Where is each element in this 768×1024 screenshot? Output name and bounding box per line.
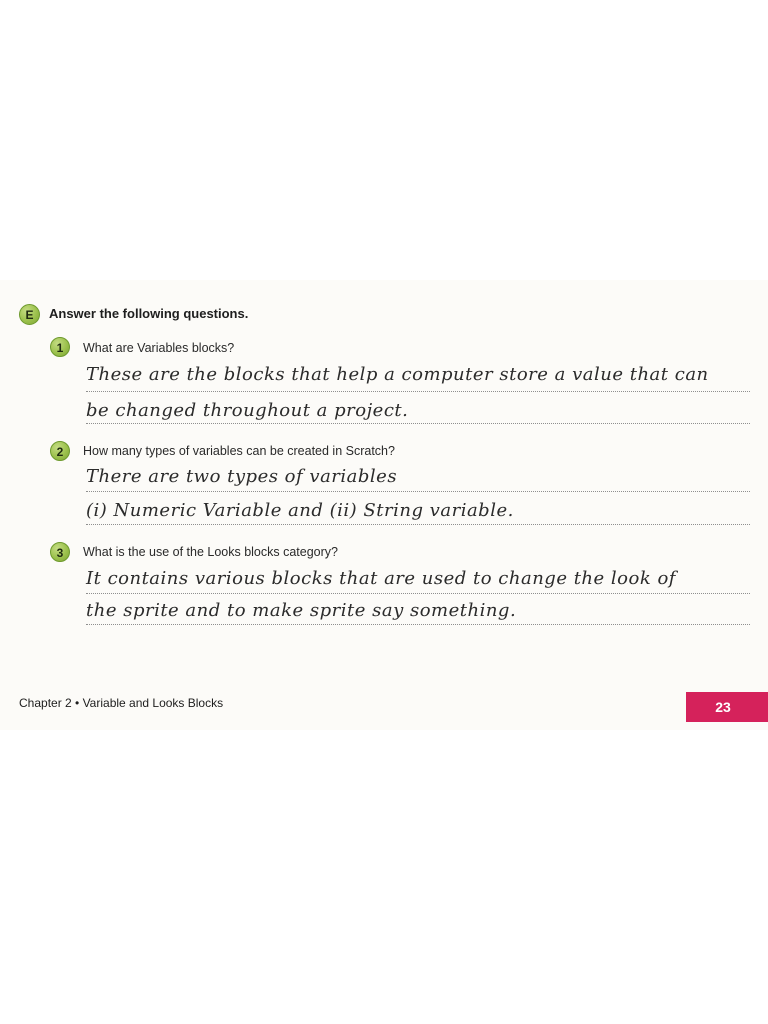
answer-rule [86,491,750,492]
question-number-badge: 2 [50,441,70,461]
handwritten-answer-line: the sprite and to make sprite say something. [86,600,517,621]
handwritten-answer-line: There are two types of variables [86,466,398,487]
answer-rule [86,391,750,392]
section-badge: E [19,304,40,325]
section-title: Answer the following questions. [49,306,249,321]
answer-rule [86,423,750,424]
chapter-footer: Chapter 2 • Variable and Looks Blocks [19,696,224,710]
question-text: How many types of variables can be created in Scratch? [83,444,395,458]
question-number-badge: 1 [50,337,70,357]
answer-rule [86,624,750,625]
handwritten-answer-line: be changed throughout a project. [86,400,409,421]
question-number-badge: 3 [50,542,70,562]
page-number: 23 [686,692,768,722]
answer-rule [86,593,750,594]
handwritten-answer-line: (i) Numeric Variable and (ii) String variable. [86,500,514,521]
handwritten-answer-line: It contains various blocks that are used to change the look of [86,568,676,589]
handwritten-answer-line: These are the blocks that help a computer store a value that can [86,364,709,385]
question-text: What are Variables blocks? [83,341,235,355]
answer-rule [86,524,750,525]
question-text: What is the use of the Looks blocks category? [83,545,338,559]
